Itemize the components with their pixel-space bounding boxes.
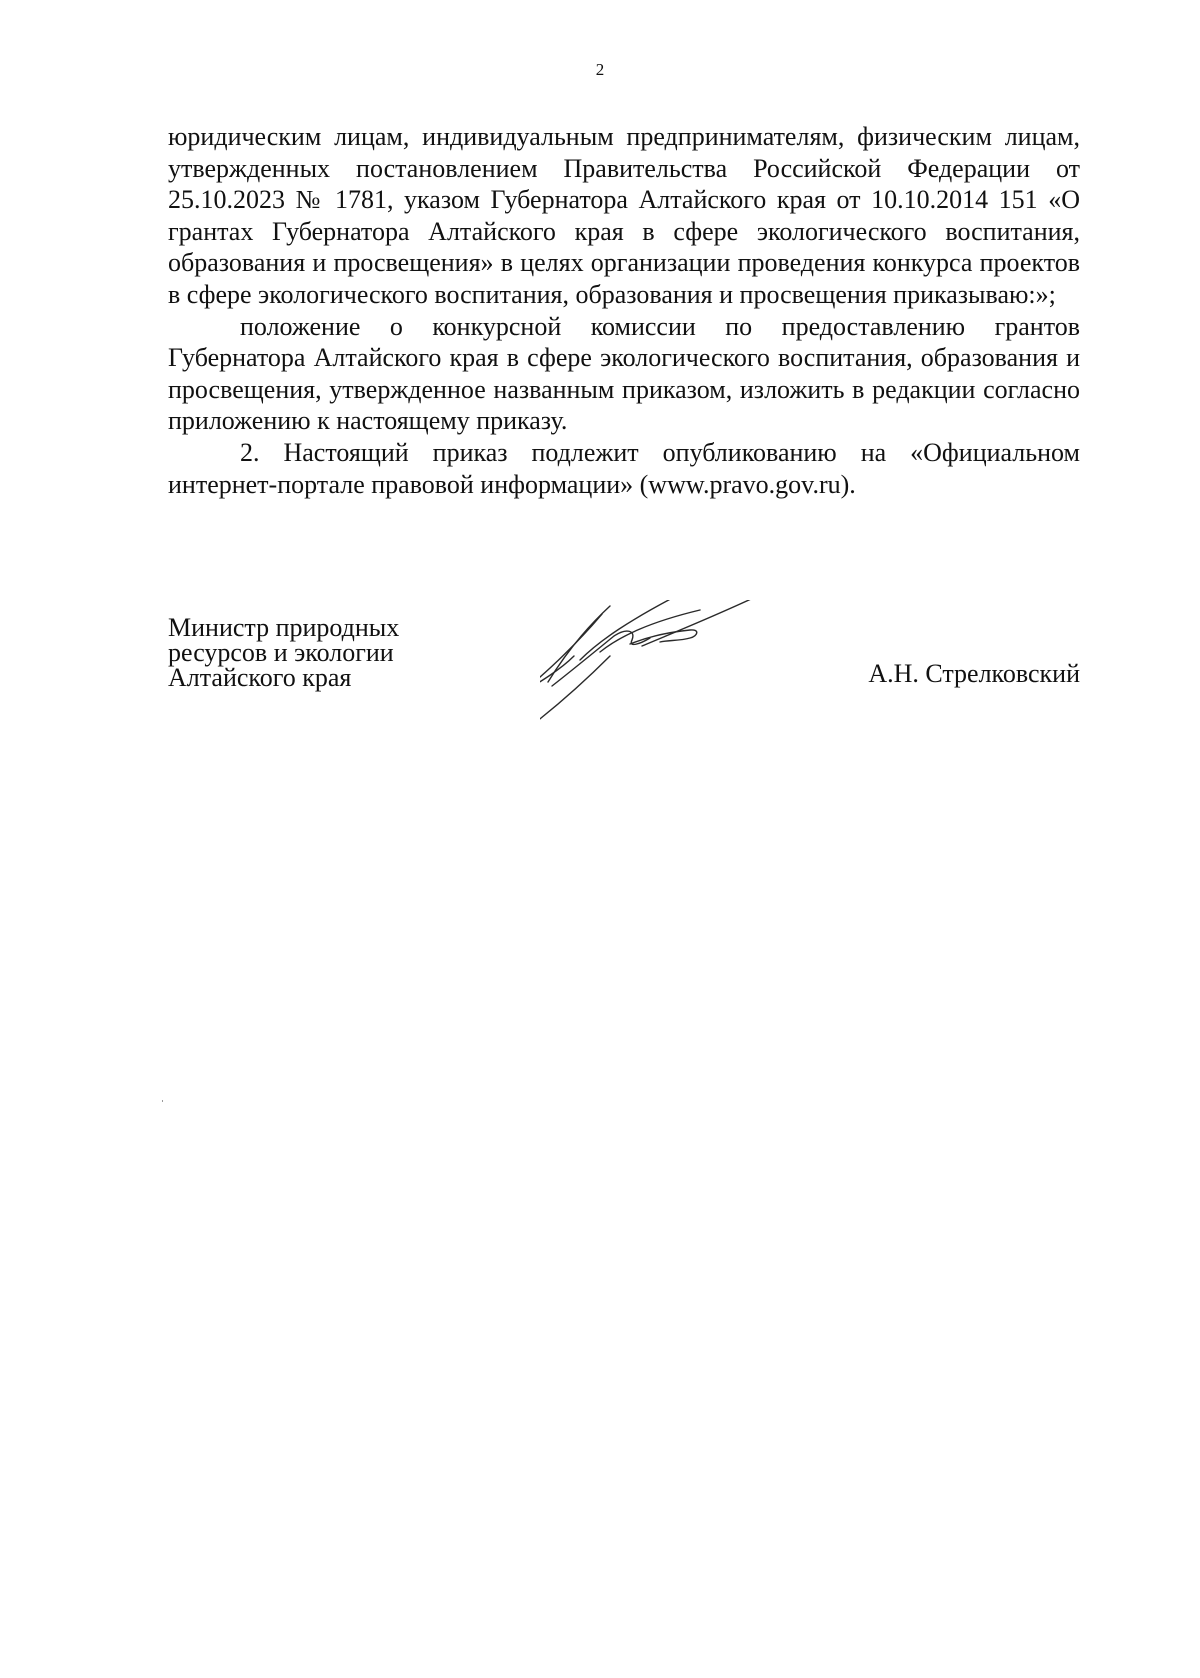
scan-artifact [162,1100,163,1102]
paragraph-continuation: юридическим лицам, индивидуальным предпринимателям, физическим лицам, утвержденных постановлением Правительства Российской Федерации от 25.10.2023 № 1781, указом Губернатора Алтайского края от 10.10.2014 151 «О грантах Губернатора Алтайского края в сфере экологического воспитания, образования и просвещения» в целях организации проведения конкурса проектов в сфере экологического воспитания, образования и просвещения приказываю:»; [168,122,1080,309]
paragraph-publication: 2. Настоящий приказ подлежит опубликованию на «Официальном интернет-портале правовой информации» (www.pravo.gov.ru). [168,437,1080,499]
signer-position [168,615,468,690]
signer-position-line: Алтайского края [168,663,352,692]
signer-name: А.Н. Стрелковский [868,659,1080,688]
page-number: 2 [595,60,605,79]
paragraph-commission-regulation: положение о конкурсной комиссии по предоставлению грантов Губернатора Алтайского края в сфере экологического воспитания, образования и просвещения, утвержденное названным приказом, изложить в редакции согласно приложению к настоящему приказу. [168,311,1080,436]
signer-position-line: Министр природных [168,613,400,642]
handwritten-signature [540,600,820,740]
signer-position-line: ресурсов и экологии [168,638,394,667]
document-body [168,121,1080,500]
